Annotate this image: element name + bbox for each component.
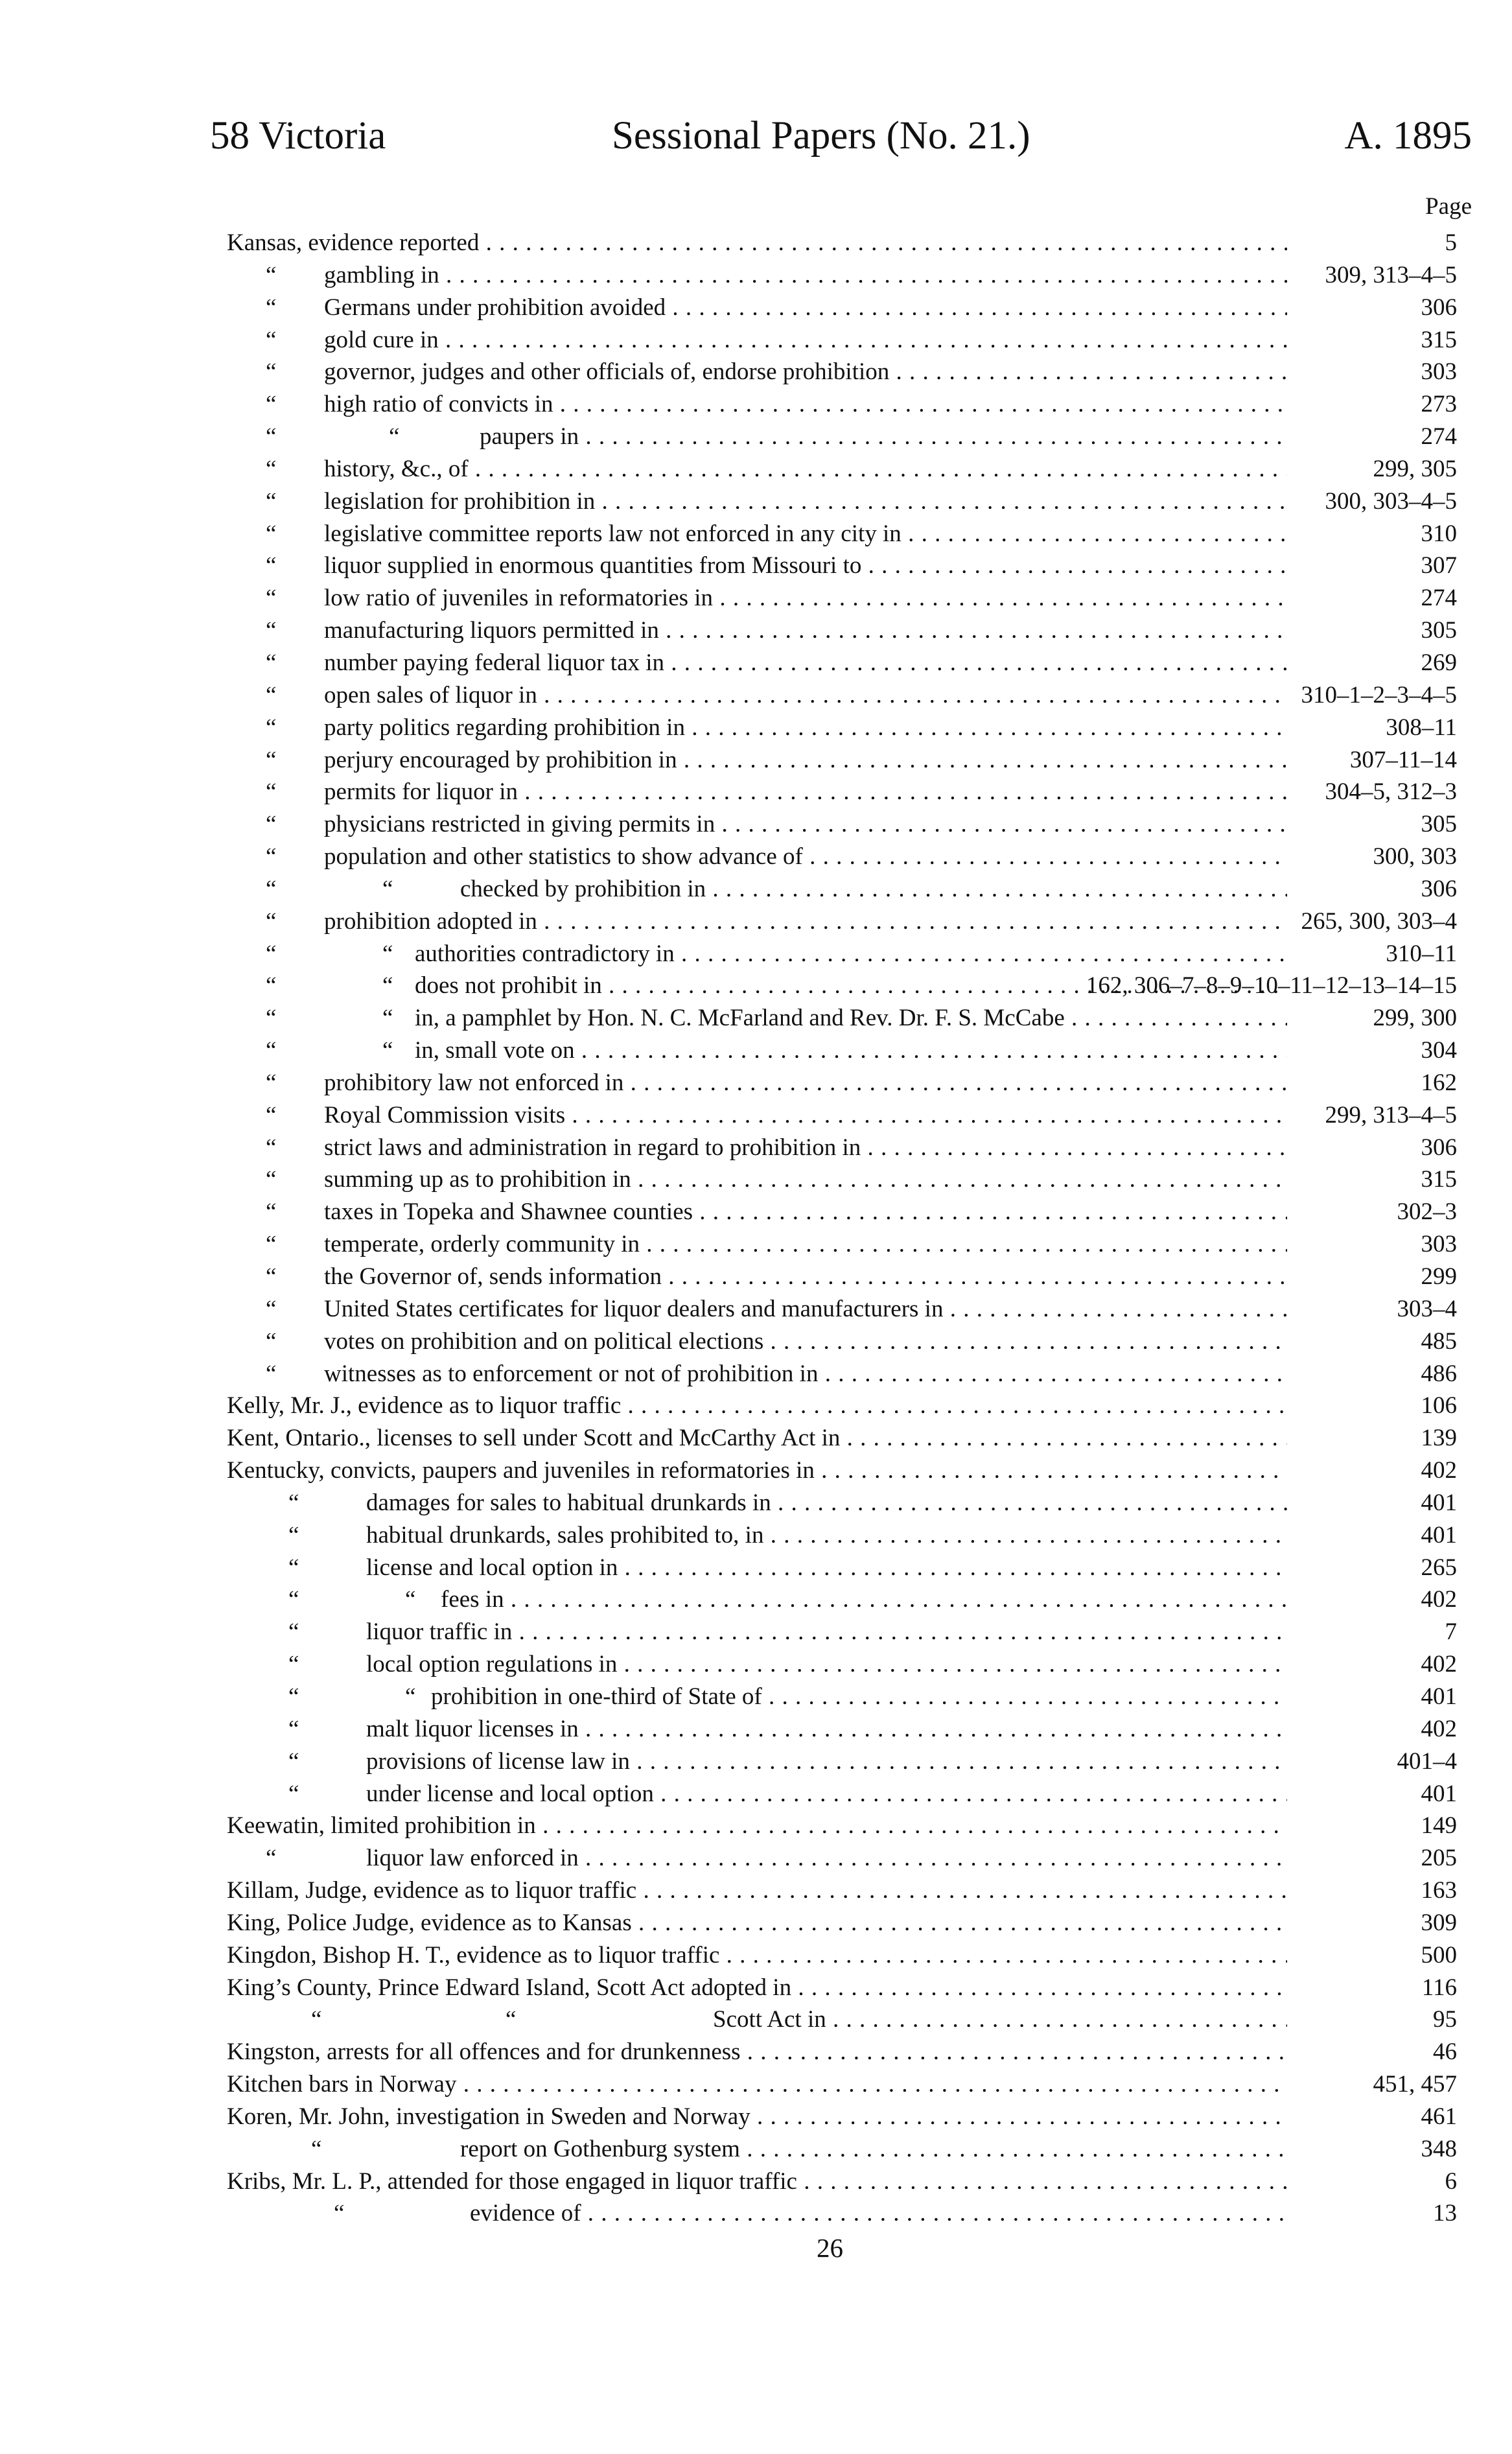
index-entry-heading xyxy=(227,1390,1457,1422)
entry-subentry-text: liquor traffic in . . . xyxy=(366,1616,1287,1648)
index-entry-subentry xyxy=(227,1648,1457,1681)
entry-subentry-text: evidence of . . . xyxy=(470,2197,1287,2230)
index-entry-subentry xyxy=(227,356,1457,388)
index-entry-subentry xyxy=(227,906,1457,938)
ditto-mark: “ xyxy=(288,1683,299,1710)
entry-page-ref: 315 xyxy=(1421,326,1457,353)
entry-subentry-text: prohibition in one-third of State of . . . xyxy=(431,1681,1287,1713)
entry-page-ref: 461 xyxy=(1421,2103,1457,2130)
index-entry-subentry xyxy=(227,582,1457,614)
entry-page-ref: 401 xyxy=(1421,1780,1457,1807)
ditto-mark: “ xyxy=(266,1069,277,1096)
entry-page-ref: 402 xyxy=(1421,1457,1457,1484)
index-entry-heading xyxy=(227,2166,1457,2198)
entry-subentry-text: paupers in . . . xyxy=(480,421,1287,453)
index-entry-subentry xyxy=(227,388,1457,421)
ditto-mark: “ xyxy=(288,1489,299,1516)
index-entry-subentry xyxy=(227,1228,1457,1261)
ditto-mark: “ xyxy=(266,1037,277,1064)
ditto-mark: “ xyxy=(266,875,277,902)
ditto-mark: “ xyxy=(266,940,277,967)
entry-subentry-text: history, &c., of . . . xyxy=(324,453,1287,485)
entry-page-ref: 306 xyxy=(1421,294,1457,321)
entry-subentry-text: the Governor of, sends information . . . xyxy=(324,1261,1287,1293)
index-entry-subentry xyxy=(227,1552,1457,1584)
entry-subentry-text: report on Gothenburg system . . . xyxy=(460,2133,1287,2166)
ditto-mark: “ xyxy=(266,1134,277,1161)
index-entry-subentry xyxy=(227,1034,1457,1067)
index-entry-subentry xyxy=(227,808,1457,841)
running-header xyxy=(210,110,1472,162)
entry-page-ref: 13 xyxy=(1433,2200,1457,2227)
entry-page-ref: 310–1–2–3–4–5 xyxy=(1301,681,1457,708)
index-entry-subentry xyxy=(227,453,1457,485)
ditto-mark-secondary: “ xyxy=(405,1683,416,1710)
index-entry-subentry xyxy=(227,744,1457,777)
entry-page-ref: 274 xyxy=(1421,423,1457,450)
ditto-mark: “ xyxy=(266,907,277,935)
index-entry-subentry xyxy=(227,1746,1457,1778)
index-entry-subentry xyxy=(227,1487,1457,1519)
entry-subentry-text: Germans under prohibition avoided . . . xyxy=(324,292,1287,324)
entry-subentry-text: Royal Commission visits . . . xyxy=(324,1099,1287,1132)
entry-page-ref: 305 xyxy=(1421,617,1457,644)
index-entry-subentry xyxy=(227,614,1457,647)
ditto-mark: “ xyxy=(266,1166,277,1193)
entry-subentry-text: damages for sales to habitual drunkards in . . . xyxy=(366,1487,1287,1519)
index-entry-subentry xyxy=(227,2133,1457,2166)
entry-page-ref: 299, 305 xyxy=(1373,455,1457,482)
ditto-mark: “ xyxy=(266,1360,277,1387)
ditto-mark: “ xyxy=(266,1295,277,1322)
ditto-mark: “ xyxy=(288,1554,299,1581)
ditto-mark: “ xyxy=(288,1715,299,1742)
page-number: 26 xyxy=(817,2233,843,2263)
entry-subentry-text: provisions of license law in . . . xyxy=(366,1746,1287,1778)
entry-page-ref: 106 xyxy=(1421,1392,1457,1420)
index-entry-subentry xyxy=(227,1132,1457,1164)
entry-page-ref: 401 xyxy=(1421,1521,1457,1548)
entry-heading-text: Kent, Ontario., licenses to sell under Scott and McCarthy Act in . . . xyxy=(227,1422,1287,1455)
ditto-mark: “ xyxy=(266,391,277,418)
entry-subentry-text: liquor law enforced in . . . xyxy=(366,1842,1287,1875)
entry-subentry-text: prohibition adopted in . . . xyxy=(324,906,1287,938)
ditto-mark: “ xyxy=(266,261,277,288)
entry-page-ref: 305 xyxy=(1421,811,1457,838)
entry-subentry-text: strict laws and administration in regard to prohibition in . . . xyxy=(324,1132,1287,1164)
entry-page-ref: 162, 306–7–8–9–10–11–12–13–14–15 xyxy=(1086,972,1457,999)
header-title: Sessional Papers (No. 21.) xyxy=(612,114,1030,158)
ditto-mark-secondary: “ xyxy=(382,972,393,999)
entry-subentry-text: malt liquor licenses in . . . xyxy=(366,1713,1287,1746)
entry-page-ref: 486 xyxy=(1421,1360,1457,1387)
entry-page-ref: 303 xyxy=(1421,1231,1457,1258)
index-entry-heading xyxy=(227,1875,1457,1907)
entry-subentry-text: population and other statistics to show advance of . . . xyxy=(324,841,1287,873)
entry-subentry-text: high ratio of convicts in . . . xyxy=(324,388,1287,421)
index-entry-subentry xyxy=(227,873,1457,906)
entry-subentry-text: low ratio of juveniles in reformatories in . . . xyxy=(324,582,1287,614)
entry-page-ref: 307 xyxy=(1421,552,1457,579)
ditto-mark: “ xyxy=(334,2200,345,2227)
ditto-mark: “ xyxy=(288,1586,299,1613)
entry-page-ref: 304 xyxy=(1421,1037,1457,1064)
ditto-mark: “ xyxy=(288,1651,299,1678)
entry-page-ref: 402 xyxy=(1421,1651,1457,1678)
entry-page-ref: 95 xyxy=(1433,2006,1457,2033)
index-entry-heading xyxy=(227,1939,1457,1972)
entry-page-ref: 302–3 xyxy=(1397,1198,1457,1226)
index-entry-subentry xyxy=(227,292,1457,324)
index-entry-heading xyxy=(227,227,1457,259)
entry-page-ref: 7 xyxy=(1445,1618,1457,1646)
ditto-mark-secondary: “ xyxy=(405,1586,416,1613)
entry-heading-text: King, Police Judge, evidence as to Kansas . . . xyxy=(227,1907,1287,1939)
entry-page-ref: 300, 303–4–5 xyxy=(1325,487,1457,515)
entry-heading-text: Keewatin, limited prohibition in . . . xyxy=(227,1810,1287,1842)
ditto-mark: “ xyxy=(266,326,277,353)
index-entry-subentry xyxy=(227,550,1457,582)
ditto-mark: “ xyxy=(266,585,277,612)
entry-page-ref: 402 xyxy=(1421,1715,1457,1742)
ditto-mark-secondary: “ xyxy=(382,940,393,967)
index-entry-heading xyxy=(227,1810,1457,1842)
ditto-mark: “ xyxy=(266,1327,277,1355)
entry-subentry-text: taxes in Topeka and Shawnee counties . . . xyxy=(324,1196,1287,1228)
ditto-mark: “ xyxy=(288,1521,299,1548)
index-entry-subentry xyxy=(227,1326,1457,1358)
index-entry-subentry xyxy=(227,1713,1457,1746)
ditto-mark: “ xyxy=(266,649,277,676)
entry-page-ref: 306 xyxy=(1421,1134,1457,1161)
index-entry-subentry xyxy=(227,647,1457,679)
index-entry-subentry xyxy=(227,841,1457,873)
ditto-mark: “ xyxy=(311,2135,322,2162)
entry-subentry-text: party politics regarding prohibition in . . . xyxy=(324,712,1287,744)
entry-subentry-text: summing up as to prohibition in . . . xyxy=(324,1163,1287,1196)
ditto-mark: “ xyxy=(266,294,277,321)
entry-page-ref: 309, 313–4–5 xyxy=(1325,261,1457,288)
entry-page-ref: 299, 313–4–5 xyxy=(1325,1101,1457,1128)
ditto-mark-secondary: “ xyxy=(506,2006,517,2033)
ditto-mark: “ xyxy=(266,746,277,773)
index-entry-heading xyxy=(227,1907,1457,1939)
ditto-mark: “ xyxy=(266,617,277,644)
index-entry-subentry xyxy=(227,2004,1457,2036)
index-entry-subentry xyxy=(227,938,1457,970)
entry-page-ref: 6 xyxy=(1445,2168,1457,2195)
index-entry-subentry xyxy=(227,518,1457,550)
entry-page-ref: 348 xyxy=(1421,2135,1457,2162)
header-year: A. 1895 xyxy=(1344,114,1472,158)
page-column-label: Page xyxy=(1425,193,1472,220)
entry-heading-text: Kingdon, Bishop H. T., evidence as to liquor traffic . . . xyxy=(227,1939,1287,1972)
entry-subentry-text: physicians restricted in giving permits in . . . xyxy=(324,808,1287,841)
entry-page-ref: 303–4 xyxy=(1397,1295,1457,1322)
entry-subentry-text: local option regulations in . . . xyxy=(366,1648,1287,1681)
ditto-mark: “ xyxy=(266,972,277,999)
entry-page-ref: 451, 457 xyxy=(1373,2071,1457,2098)
entry-subentry-text: license and local option in . . . xyxy=(366,1552,1287,1584)
ditto-mark: “ xyxy=(266,358,277,386)
ditto-mark-secondary: “ xyxy=(382,1005,393,1032)
entry-subentry-text: governor, judges and other officials of, endorse prohibition . . . xyxy=(324,356,1287,388)
ditto-mark: “ xyxy=(266,811,277,838)
entry-heading-text: Killam, Judge, evidence as to liquor traffic . . . xyxy=(227,1875,1287,1907)
index-entry-subentry xyxy=(227,1002,1457,1034)
entry-subentry-text: checked by prohibition in . . . xyxy=(460,873,1287,906)
entry-page-ref: 309 xyxy=(1421,1909,1457,1936)
entry-subentry-text: fees in . . . xyxy=(441,1583,1287,1616)
entry-page-ref: 310 xyxy=(1421,520,1457,547)
entry-subentry-text: legislation for prohibition in . . . xyxy=(324,485,1287,518)
entry-page-ref: 500 xyxy=(1421,1941,1457,1969)
ditto-mark: “ xyxy=(266,681,277,708)
index-entry-subentry xyxy=(227,1778,1457,1810)
ditto-mark: “ xyxy=(266,520,277,547)
index-entry-subentry xyxy=(227,485,1457,518)
index-entry-subentry xyxy=(227,259,1457,292)
entry-subentry-text: authorities contradictory in . . . xyxy=(415,938,1287,970)
index-entry-subentry xyxy=(227,421,1457,453)
entry-subentry-text: habitual drunkards, sales prohibited to, in . . . xyxy=(366,1519,1287,1552)
ditto-mark: “ xyxy=(266,552,277,579)
entry-page-ref: 485 xyxy=(1421,1327,1457,1355)
ditto-mark: “ xyxy=(266,714,277,741)
index-entry-heading xyxy=(227,2036,1457,2068)
entry-subentry-text: Scott Act in . . . xyxy=(713,2004,1287,2036)
entry-heading-text: Kelly, Mr. J., evidence as to liquor traffic . . . xyxy=(227,1390,1287,1422)
index-entry-subentry xyxy=(227,970,1457,1002)
entry-subentry-text: in, small vote on . . . xyxy=(415,1034,1287,1067)
entry-page-ref: 308–11 xyxy=(1386,714,1457,741)
entry-heading-text: Kribs, Mr. L. P., attended for those engaged in liquor traffic . . . xyxy=(227,2166,1287,2198)
entry-page-ref: 149 xyxy=(1421,1812,1457,1840)
entry-page-ref: 306 xyxy=(1421,875,1457,902)
entry-page-ref: 304–5, 312–3 xyxy=(1325,778,1457,806)
entry-subentry-text: liquor supplied in enormous quantities from Missouri to . . . xyxy=(324,550,1287,582)
ditto-mark: “ xyxy=(288,1618,299,1646)
header-session: 58 Victoria xyxy=(210,114,386,158)
entry-page-ref: 401–4 xyxy=(1397,1747,1457,1775)
entry-page-ref: 299 xyxy=(1421,1263,1457,1290)
index-entry-subentry xyxy=(227,1293,1457,1326)
ditto-mark: “ xyxy=(266,1198,277,1226)
entry-page-ref: 163 xyxy=(1421,1877,1457,1904)
index-entry-heading xyxy=(227,2101,1457,2133)
ditto-mark-secondary: “ xyxy=(382,1037,393,1064)
entry-subentry-text: gold cure in . . . xyxy=(324,324,1287,356)
entry-page-ref: 299, 300 xyxy=(1373,1005,1457,1032)
ditto-mark: “ xyxy=(266,843,277,871)
index-entry-subentry xyxy=(227,712,1457,744)
index-entry-subentry xyxy=(227,1616,1457,1648)
entry-subentry-text: legislative committee reports law not enforced in any city in . . . xyxy=(324,518,1287,550)
ditto-mark-secondary: “ xyxy=(382,875,393,902)
index-entry-subentry xyxy=(227,1099,1457,1132)
entry-page-ref: 402 xyxy=(1421,1586,1457,1613)
index-entry-heading xyxy=(227,1972,1457,2004)
ditto-mark: “ xyxy=(288,1780,299,1807)
entry-subentry-text: prohibitory law not enforced in . . . xyxy=(324,1067,1287,1099)
entry-page-ref: 307–11–14 xyxy=(1349,746,1457,773)
index-entry-subentry xyxy=(227,1067,1457,1099)
entry-page-ref: 265, 300, 303–4 xyxy=(1301,907,1457,935)
index-entry-subentry xyxy=(227,1583,1457,1616)
index-entry-subentry xyxy=(227,1261,1457,1293)
entry-page-ref: 310–11 xyxy=(1386,940,1457,967)
entry-heading-text: Koren, Mr. John, investigation in Sweden and Norway . . . xyxy=(227,2101,1287,2133)
entry-page-ref: 5 xyxy=(1445,229,1457,256)
ditto-mark: “ xyxy=(266,423,277,450)
ditto-mark: “ xyxy=(266,455,277,482)
entry-subentry-text: open sales of liquor in . . . xyxy=(324,679,1287,712)
index-entry-heading xyxy=(227,1455,1457,1487)
index-entry-subentry xyxy=(227,1519,1457,1552)
index-entry-subentry xyxy=(227,2197,1457,2230)
entry-page-ref: 139 xyxy=(1421,1425,1457,1452)
ditto-mark: “ xyxy=(288,1747,299,1775)
entry-subentry-text: votes on prohibition and on political elections . . . xyxy=(324,1326,1287,1358)
entry-subentry-text: witnesses as to enforcement or not of prohibition in . . . xyxy=(324,1358,1287,1390)
entry-page-ref: 265 xyxy=(1421,1554,1457,1581)
entry-page-ref: 205 xyxy=(1421,1845,1457,1872)
entry-subentry-text: temperate, orderly community in . . . xyxy=(324,1228,1287,1261)
index-entry-subentry xyxy=(227,1358,1457,1390)
entry-page-ref: 300, 303 xyxy=(1373,843,1457,871)
ditto-mark: “ xyxy=(266,1101,277,1128)
entry-page-ref: 315 xyxy=(1421,1166,1457,1193)
entry-subentry-text: perjury encouraged by prohibition in . . . xyxy=(324,744,1287,777)
ditto-mark: “ xyxy=(266,487,277,515)
entry-page-ref: 303 xyxy=(1421,358,1457,386)
entry-subentry-text: gambling in . . . xyxy=(324,259,1287,292)
index-entry-subentry xyxy=(227,1681,1457,1713)
entry-page-ref: 269 xyxy=(1421,649,1457,676)
index-entry-heading xyxy=(227,1422,1457,1455)
index-entry-subentry xyxy=(227,1842,1457,1875)
ditto-mark: “ xyxy=(266,1845,277,1872)
ditto-mark: “ xyxy=(266,778,277,806)
index-entry-subentry xyxy=(227,776,1457,808)
ditto-mark: “ xyxy=(266,1263,277,1290)
entry-subentry-text: number paying federal liquor tax in . . . xyxy=(324,647,1287,679)
index-entry-subentry xyxy=(227,324,1457,356)
index-entry-subentry xyxy=(227,1163,1457,1196)
entry-page-ref: 116 xyxy=(1421,1974,1457,2001)
entry-subentry-text: does not prohibit in . . . xyxy=(415,970,1287,1002)
entry-heading-text: Kansas, evidence reported . . . xyxy=(227,227,1287,259)
index-entries xyxy=(227,227,1457,2230)
ditto-mark: “ xyxy=(311,2006,322,2033)
entry-page-ref: 46 xyxy=(1433,2039,1457,2066)
entry-page-ref: 273 xyxy=(1421,391,1457,418)
entry-subentry-text: under license and local option . . . xyxy=(366,1778,1287,1810)
ditto-mark: “ xyxy=(266,1005,277,1032)
index-entry-heading xyxy=(227,2068,1457,2101)
entry-page-ref: 162 xyxy=(1421,1069,1457,1096)
entry-subentry-text: manufacturing liquors permitted in . . . xyxy=(324,614,1287,647)
entry-subentry-text: in, a pamphlet by Hon. N. C. McFarland and Rev. Dr. F. S. McCabe . . . xyxy=(415,1002,1287,1034)
entry-page-ref: 274 xyxy=(1421,585,1457,612)
entry-heading-text: Kingston, arrests for all offences and for drunkenness . . . xyxy=(227,2036,1287,2068)
entry-page-ref: 401 xyxy=(1421,1489,1457,1516)
entry-subentry-text: permits for liquor in . . . xyxy=(324,776,1287,808)
ditto-mark-secondary: “ xyxy=(389,423,400,450)
entry-subentry-text: United States certificates for liquor dealers and manufacturers in . . . xyxy=(324,1293,1287,1326)
index-entry-subentry xyxy=(227,1196,1457,1228)
entry-heading-text: Kitchen bars in Norway . . . xyxy=(227,2068,1287,2101)
entry-heading-text: King’s County, Prince Edward Island, Scott Act adopted in . . . xyxy=(227,1972,1287,2004)
entry-heading-text: Kentucky, convicts, paupers and juveniles in reformatories in . . . xyxy=(227,1455,1287,1487)
entry-page-ref: 401 xyxy=(1421,1683,1457,1710)
ditto-mark: “ xyxy=(266,1231,277,1258)
index-entry-subentry xyxy=(227,679,1457,712)
